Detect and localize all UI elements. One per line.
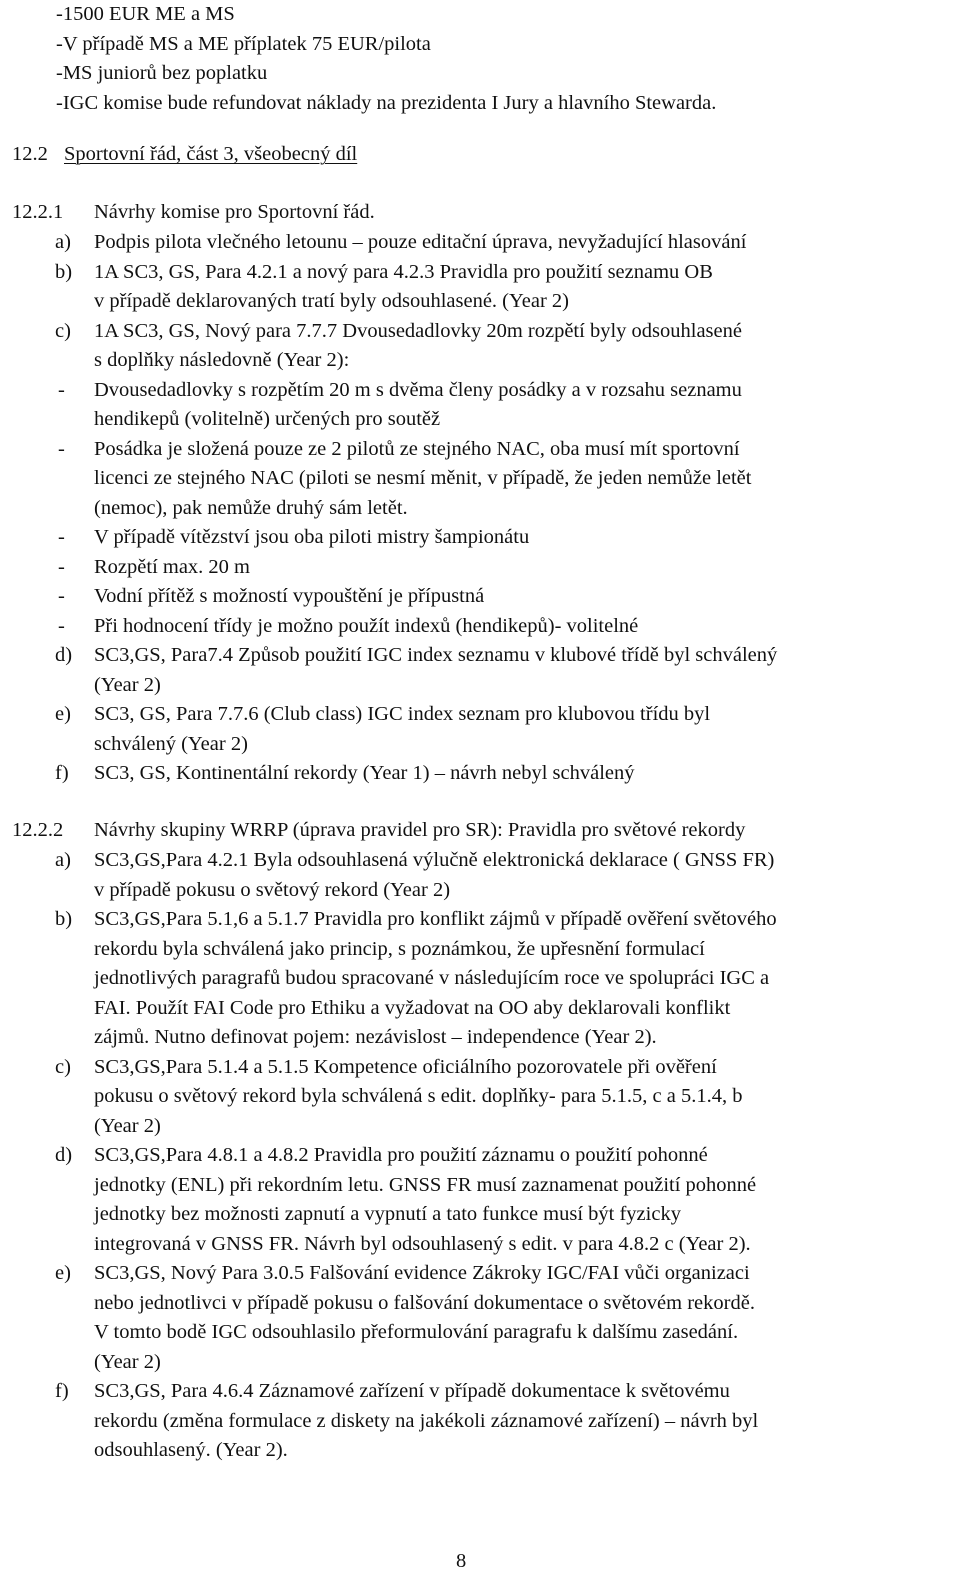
list-item-marker: a) [55,231,71,253]
list-item-text-line: 1A SC3, GS, Nový para 7.7.7 Dvousedadlovky 20m rozpětí byly odsouhlasené [94,319,742,342]
fee-line: -1500 EUR ME a MS [56,3,235,25]
list-item-text-line: SC3, GS, Para 7.7.6 (Club class) IGC index seznam pro klubovou třídu byl [94,703,711,725]
list-item-text-line: hendikepů (volitelně) určených pro soutěž [94,408,441,430]
list-item-marker: f) [55,762,69,784]
section-number: 12.2 [12,143,48,165]
list-item-text-line: odsouhlasený. (Year 2). [94,1439,288,1461]
list-item-marker: d) [55,644,73,666]
section-title: Sportovní řád, část 3, všeobecný díl [64,143,358,165]
list-item-text-line: schválený (Year 2) [94,732,248,755]
list-item-marker: d) [55,1144,73,1166]
list-item-text-line: jednotky bez možnosti zapnutí a vypnutí a tato funkce musí být fyzicky [94,1203,681,1225]
section-title: Návrhy komise pro Sportovní řád. [94,201,375,223]
section-title: Návrhy skupiny WRRP (úprava pravidel pro SR): Pravidla pro světové rekordy [94,819,746,841]
list-item-text-line: 1A SC3, GS, Para 4.2.1 a nový para 4.2.3 Pravidla pro použití seznamu OB [94,260,713,283]
list-item-text-line: jednotky (ENL) při rekordním letu. GNSS FR musí zaznamenat použití pohonné [94,1173,757,1196]
list-item-text-line: v případě pokusu o světový rekord (Year 2) [94,878,451,901]
list-item-marker: b) [55,908,73,930]
list-item-text-line: Při hodnocení třídy je možno použít indexů (hendikepů)- volitelné [94,614,639,637]
list-item-marker: - [58,614,65,637]
list-item-text-line: SC3,GS,Para 5.1.4 a 5.1.5 Kompetence oficiálního pozorovatele při ověření [94,1055,717,1078]
list-item-marker: b) [55,260,73,283]
list-item-text-line: (Year 2) [94,673,161,696]
list-item-marker: c) [55,319,71,342]
list-item-text-line: Posádka je složená pouze ze 2 pilotů ze stejného NAC, oba musí mít sportovní [94,437,740,460]
list-item-text-line: FAI. Použít FAI Code pro Ethiku a vyžadovat na OO aby deklarovali konflikt [94,996,731,1019]
list-item-text-line: zájmů. Nutno definovat pojem: nezávislost – independence (Year 2). [94,1026,657,1048]
list-item-text-line: rekordu byla schválená jako princip, s poznámkou, že upřesnění formulací [94,937,705,960]
fee-line: -IGC komise bude refundovat náklady na prezidenta I Jury a hlavního Stewarda. [56,91,717,114]
list-item-text-line: rekordu (změna formulace z diskety na jakékoli záznamové zařízení) – návrh byl [94,1409,759,1432]
list-item-text-line: integrovaná v GNSS FR. Návrh byl odsouhlasený s edit. v para 4.8.2 c (Year 2). [94,1232,751,1255]
list-item-text-line: pokusu o světový rekord byla schválená s edit. doplňky- para 5.1.5, c a 5.1.4, b [94,1085,743,1107]
list-item-text-line: Podpis pilota vlečného letounu – pouze editační úprava, nevyžadující hlasování [94,231,747,253]
list-item-text-line: (Year 2) [94,1350,161,1373]
list-item-marker: c) [55,1055,71,1078]
fee-line: -V případě MS a ME příplatek 75 EUR/pilota [56,32,431,55]
list-item-text-line: V případě vítězství jsou oba piloti mistry šampionátu [94,526,530,548]
list-item-marker: a) [55,849,71,871]
section-12-2-2-heading [0,816,960,846]
list-item-text-line: SC3,GS, Para7.4 Způsob použití IGC index seznamu v klubové třídě byl schválený [94,644,778,666]
list-item-marker: - [58,555,65,578]
list-item-text-line: SC3,GS,Para 4.2.1 Byla odsouhlasená výlučně elektronická deklarace ( GNSS FR) [94,849,775,871]
list-item-text-line: (nemoc), pak nemůže druhý sám letět. [94,496,408,519]
page-number: 8 [456,1550,467,1572]
list-item-text-line: (Year 2) [94,1114,161,1137]
section-number: 12.2.2 [12,819,64,841]
list-item-text-line: Rozpětí max. 20 m [94,555,251,578]
fee-line: -MS juniorů bez poplatku [56,62,268,85]
list-item-text-line: SC3, GS, Kontinentální rekordy (Year 1) – návrh nebyl schválený [94,762,635,784]
list-item-text-line: nebo jednotlivci v případě pokusu o falšování dokumentace o světovém rekordě. [94,1291,755,1314]
list-item-marker: - [58,378,65,401]
list-item-marker: - [58,526,65,548]
list-item-marker: e) [55,703,71,725]
list-item-text-line: Dvousedadlovky s rozpětím 20 m s dvěma členy posádky a v rozsahu seznamu [94,378,742,401]
list-item-text-line: licenci ze stejného NAC (piloti se nesmí měnit, v případě, že jeden nemůže letět [94,467,752,489]
list-item-marker: f) [55,1380,69,1402]
list-item-text-line: s doplňky následovně (Year 2): [94,349,350,371]
section-12-2-heading [0,140,960,170]
list-item-text-line: jednotlivých paragrafů budou spracované v následujícím roce ve spolupráci IGC a [94,967,770,989]
section-number: 12.2.1 [12,201,64,223]
list-item-text-line: SC3,GS,Para 4.8.1 a 4.8.2 Pravidla pro použití záznamu o použití pohonné [94,1144,708,1166]
list-item-marker: - [58,437,65,460]
list-item-marker: - [58,585,65,607]
list-item-text-line: v případě deklarovaných tratí byly odsouhlasené. (Year 2) [94,290,569,312]
list-item-text-line: Vodní přítěž s možností vypouštění je přípustná [94,585,485,607]
section-12-2-1-heading [0,198,960,228]
list-item-marker: e) [55,1262,71,1284]
list-item-text-line: V tomto bodě IGC odsouhlasilo přeformulování paragrafu k dalšímu zasedání. [94,1321,739,1343]
list-item-text-line: SC3,GS, Para 4.6.4 Záznamové zařízení v případě dokumentace k světovému [94,1380,730,1402]
list-item-text-line: SC3,GS, Nový Para 3.0.5 Falšování evidence Zákroky IGC/FAI vůči organizaci [94,1262,750,1284]
list-item-text-line: SC3,GS,Para 5.1,6 a 5.1.7 Pravidla pro konflikt zájmů v případě ověření světového [94,908,777,930]
